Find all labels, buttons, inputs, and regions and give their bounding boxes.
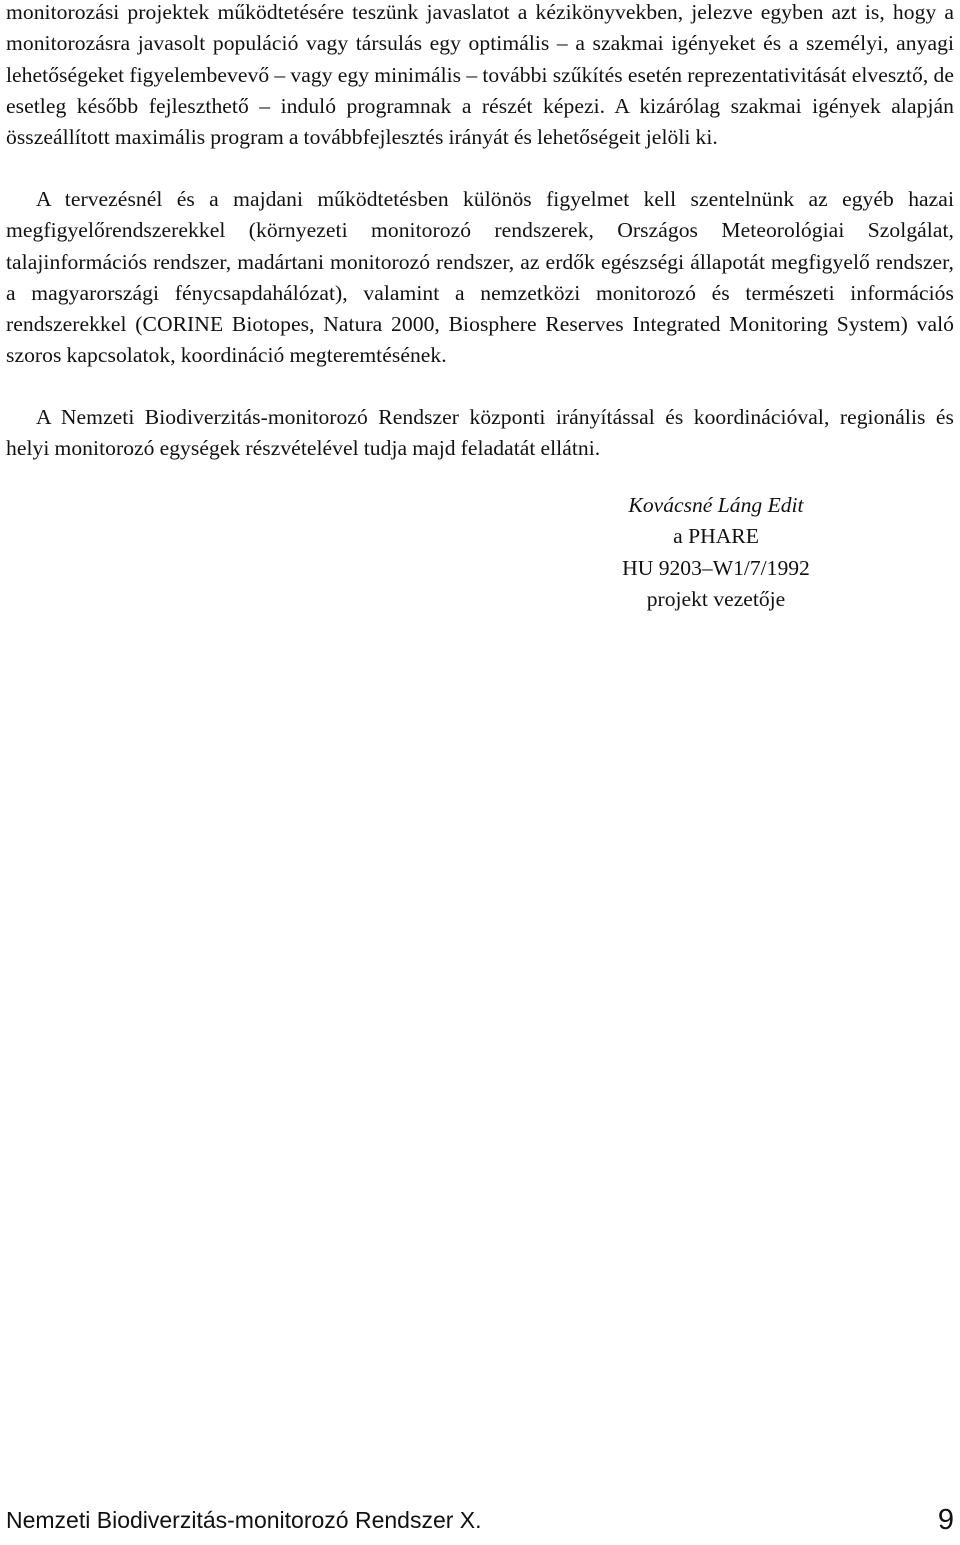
footer-title: Nemzeti Biodiverzitás-monitorozó Rendszer X. [6,1507,482,1533]
page-footer [6,1502,954,1538]
document-page [6,0,954,1545]
signature-name: Kovácsné Láng Edit [628,493,804,517]
page-number: 9 [937,1504,954,1536]
body-paragraph-2: A tervezésnél és a majdani működtetésben különös figyelmet kell szentelnünk az egyéb hazai megfigyelőrendszerekkel (környezeti monitorozó rendszerek, Országos Meteorológiai Szolgálat, talajinformációs rendszer, madártani monitorozó rendszer, az erdők egészségi állapotát megfigyelő rendszer, a magyarországi fénycsapdahálózat), valamint a nemzetközi monitorozó és természeti információs rendszerekkel (CORINE Biotopes, Natura 2000, Biosphere Reserves Integrated Monitoring System) való szoros kapcsolatok, koordináció megteremtésének. [6,187,954,368]
signature-line-3: projekt vezetője [646,586,786,611]
signature-block [566,490,866,615]
signature-line-1: a PHARE [673,524,759,549]
signature-line-2: HU 9203–W1/7/1992 [622,555,810,580]
body-paragraph-1: monitorozási projektek működtetésére teszünk javaslatot a kézikönyvekben, jelezve egyben azt is, hogy a monitorozásra javasolt populáció vagy társulás egy optimális – a szakmai igényeket és a személyi, anyagi lehetőségeket figyelembevevő – vagy egy minimális – további szűkítés esetén reprezentativitását elvesztő, de esetleg később fejleszthető – induló programnak a részét képezi. A kizárólag szakmai igények alapján összeállított maximális program a továbbfejlesztés irányát és lehetőségeit jelöli ki. [6,0,954,150]
body-paragraph-3: A Nemzeti Biodiverzitás-monitorozó Rendszer központi irányítással és koordinációval, regionális és helyi monitorozó egységek részvételével tudja majd feladatát ellátni. [6,405,954,461]
